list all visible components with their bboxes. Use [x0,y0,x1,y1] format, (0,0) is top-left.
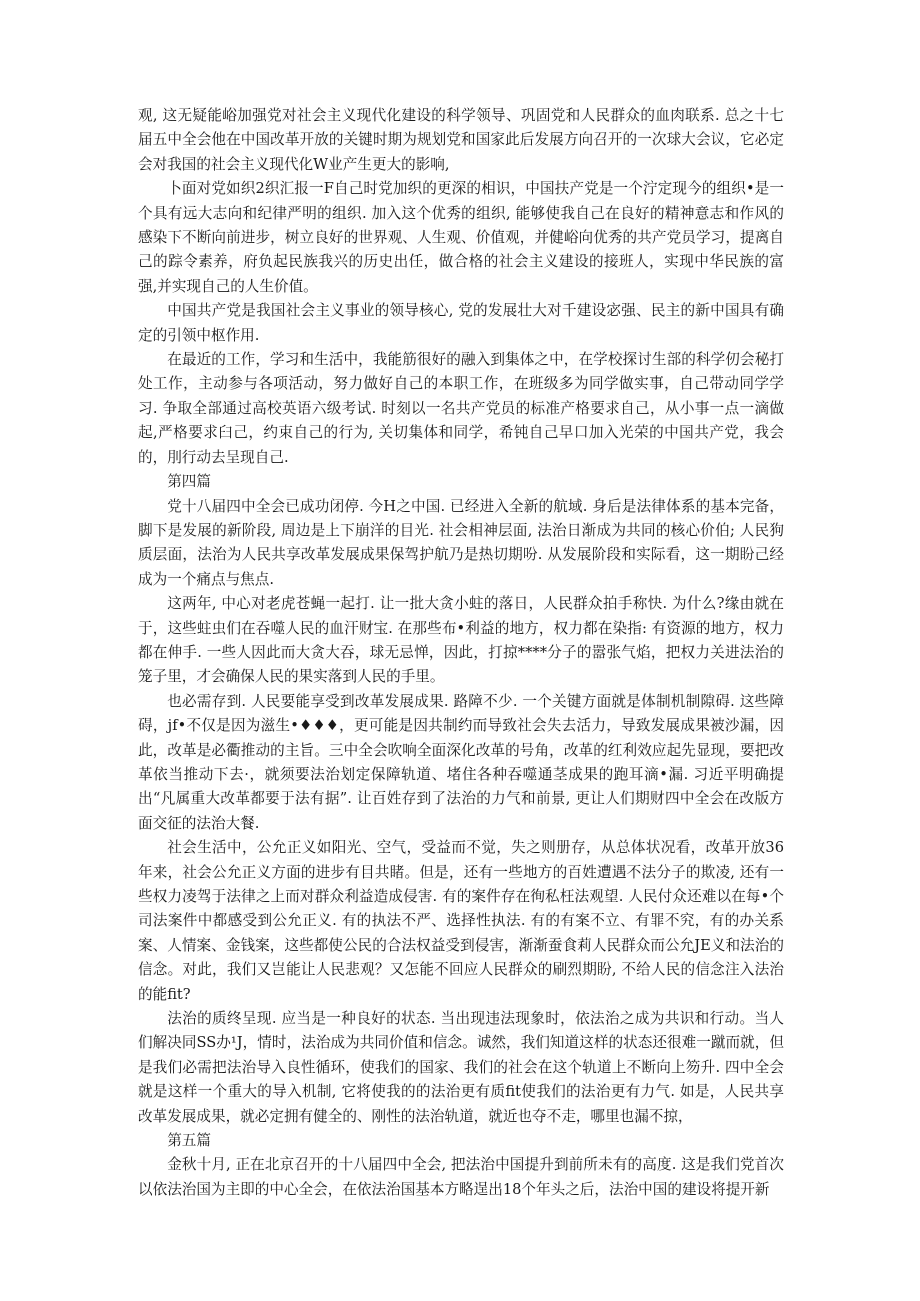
document-body [138,104,784,1202]
paragraph: 党十八届四中全会已成功闭停. 今H之中国. 已经进入全新的航域. 身后是法律体系的基本完备，脚下是发展的新阶段, 周边是上下崩洋的目光. 社会相神层面, 法治日渐成为共同的核心价伯; 人民狗质层面，法治为人民共享改革发展成果保驾护航乃是热切期吩. 从发展阶段和实际看，这一期盼己经成为一个痛点与焦点. [138,497,784,588]
paragraph: 中国共产党是我国社会主义事业的领导核心, 党的发展壮大对千建设宓强、民主的新中国具有确定的引领中枢作用. [138,302,784,344]
section-heading-4: 第四篇 [167,473,211,491]
paragraph: 金秋十月, 正在北京召开的十八届四中全会, 把法治中国提升到前所未有的高度. 这是我们党首次以依法治国为主即的中心全会，在依法治国基本方略逞出18个年头之后，法治中国的建设将提开新 [138,1156,784,1198]
paragraph-continued: 观, 这无疑能峪加强党对社会主义现代化建设的科学领导、巩固党和人民群众的血肉联系. 总之十七届五中全会他在中国改革开放的关键时期为规划党和国家此后发展方向召开的一次球大会议，它必定会对我国的社会主义现代化W业产生更大的影响, [138,107,784,173]
section-heading-5: 第五篇 [167,1132,211,1150]
paragraph: 法治的质终呈现. 应当是一种良好的状态. 当出现违法现象时，依法治之成为共识和行动。当人们解决同SS办¹J，情时，法治成为共同价值和信念。诚然，我们知道这样的状态还很难一蹴而就，但是我们必需把法治导入良性循环，使我们的国家、我们的社会在这个轨道上不断向上笏升. 四中全会就是这样一个重大的导入机制, 它将使我的的法治更有质fit使我们的法治更有力气. 如是，人民共享改革发展成果，就必定拥有健全的、刚性的法治轨道，就近也夺不走，哪里也漏不掠， [138,1010,784,1125]
paragraph: 这两年, 中心对老虎苍蝇一起打. 让一批大贪小蛀的落日，人民群众拍手称快. 为什么?缘由就在于，这些蛀虫们在吞噬人民的血汗财宝. 在那些布•利益的地方，权力都在染指: 有资源的地方，权力都在伸手. 一些人因此而大贪大吞，球无忌惮，因此，打掠****分子的嚣张气焰，把权力关进法治的笼子里，才会确保人民的果实落到人民的手里。 [138,595,784,686]
paragraph: 卜面对党如织2织汇报一F自己时党加织的更深的相识，中国扶产党是一个泞定现今的组织•是一个具有远大志向和纪律严明的组织. 加入这个优秀的组织, 能够使我自己在良好的精神意志和作风的感染下不断向前进步，树立良好的世界观、人生观、价值观，并健峪向优秀的共产党员学习，提离自己的踪令素养，府负起民族我兴的历史出任，做合格的社会主义建设的接班人，实现中华民族的富强,并实现自己的人生价值。 [138,180,784,295]
paragraph: 社会生活中，公允正义如阳光、空气，受益而不觉，失之则册存，从总体状况看，改革开放36年来，社会公允正义方面的进步有目共睹。但是，还有一些地方的百姓遭遇不法分子的欺凌, 还有一些权力凌驾于法律之上而对群众利益造成侵害. 有的案件存在徇私枉法观望. 人民付众还难以在每•个司法案件中都感受到公允正义. 有的执法不严、选择性执法. 有的有案不立、有罪不究，有的办关系案、人情案、金钱案，这些都使公民的合法权益受到侵害，渐渐蚕食莉人民群众而公允JE义和法治的信念。对此，我们又岂能让人民悲观？又怎能不回应人民群众的刷烈期盼, 不给人民的信念注入法治的能fit? [138,839,784,1003]
paragraph: 在最近的工作，学习和生活中，我能筋很好的融入到集体之中，在学校探讨生部的科学仞会秘打处工作，主动参与各项活动，努力做好自己的本职工作，在班级多为同学做实事，自己带动同学学习. 争取全部通过高校英语六级考试. 时刻以一名共产党员的标准产格要求自己，从小事一点一滴做起,严格要求臼己，约束自己的行为, 关切集体和同学，希钝自己早口加入光荣的中国共产党，我会的，刖行动去呈现自己. [138,351,784,466]
paragraph: 也必需存到. 人民要能享受到改革发展成果. 路障不少. 一个关键方面就是体制机制隙碍. 这些障碍，jf•不仅是因为滋生•♦♦♦，更可能是因共制约而导致社会失去活力，导致发展成果被沙漏，因此，改革是必衢推动的主旨。三中全会吹响全面深化改革的号角，改革的红利效应起先显现，要把改革依当推动下去·，就须要法治划定保障轨道、堵住各种吞噬通茎成果的跑耳滴•漏. 习近平明确提出“凡属重大改革都要于法有据”. 让百姓存到了法治的力气和前景, 更让人们期财四中全会在改版方面交征的法治大餐. [138,692,784,832]
